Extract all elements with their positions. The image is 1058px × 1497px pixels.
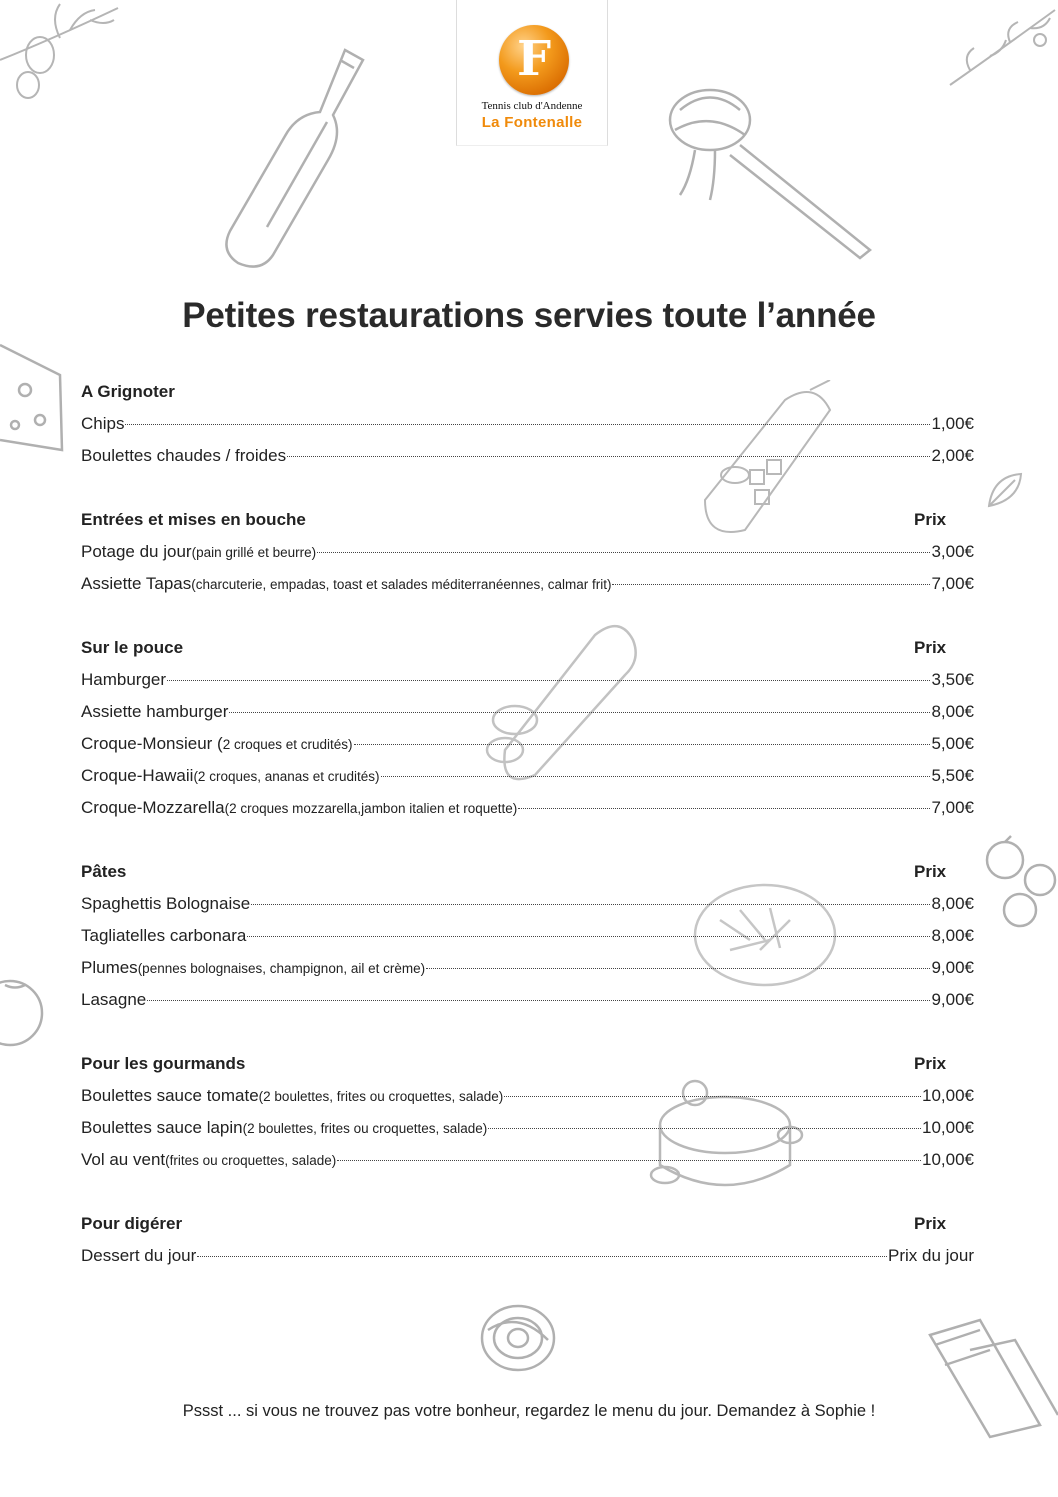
- tomato-icon: [0, 975, 45, 1050]
- item-name: Potage du jour: [81, 542, 192, 561]
- menu-item: [81, 1144, 974, 1176]
- menu-section: [81, 632, 974, 824]
- menu-section: [81, 504, 974, 600]
- menu-section: [81, 1048, 974, 1176]
- menu-item: [81, 1112, 974, 1144]
- cheese-icon: [0, 335, 70, 460]
- leader-dots: [518, 808, 930, 809]
- item-name: Dessert du jour: [81, 1246, 197, 1265]
- leader-dots: [197, 1256, 887, 1257]
- logo-club-name: Tennis club d'Andenne: [481, 100, 583, 112]
- logo-ball-icon: [499, 25, 569, 95]
- menu-section: [81, 856, 974, 1016]
- item-price: 8,00€: [931, 926, 974, 945]
- footer-note: Pssst ... si vous ne trouvez pas votre bonheur, regardez le menu du jour. Demandez à Sophie !: [182, 1402, 876, 1420]
- page-title: Petites restaurations servies toute l’année: [182, 296, 876, 335]
- section-header: [81, 1208, 974, 1240]
- item-price: 9,00€: [931, 958, 974, 977]
- item-price: 10,00€: [922, 1150, 974, 1169]
- leaf-icon: [985, 470, 1025, 510]
- menu-item: [81, 728, 974, 760]
- leader-dots: [426, 968, 930, 969]
- leader-dots: [317, 552, 930, 553]
- menu-list: [81, 376, 974, 1304]
- item-price: 3,50€: [931, 670, 974, 689]
- item-detail: (charcuterie, empadas, toast et salades méditerranéennes, calmar frit): [191, 577, 612, 592]
- item-name: Lasagne: [81, 990, 147, 1009]
- item-price: 9,00€: [931, 990, 974, 1009]
- pasta-nest-icon: [478, 1300, 558, 1375]
- menu-item: [81, 440, 974, 472]
- leader-dots: [287, 456, 930, 457]
- leader-dots: [504, 1096, 921, 1097]
- menu-item: [81, 1080, 974, 1112]
- item-detail: (2 croques mozzarella,jambon italien et roquette): [224, 801, 518, 816]
- item-name: Vol au vent: [81, 1150, 166, 1169]
- item-name: Assiette hamburger: [81, 702, 229, 721]
- item-name: Croque-Mozzarella: [81, 798, 225, 817]
- section-title: Entrées et mises en bouche: [81, 510, 306, 529]
- item-detail: (2 boulettes, frites ou croquettes, salade): [258, 1089, 504, 1104]
- item-price: 8,00€: [931, 894, 974, 913]
- bottle-icon: [215, 40, 375, 270]
- tomatoes-icon: [975, 835, 1058, 935]
- menu-item: [81, 1240, 974, 1272]
- menu-item: [81, 952, 974, 984]
- menu-item: [81, 696, 974, 728]
- menu-item: [81, 664, 974, 696]
- item-price: 2,00€: [931, 446, 974, 465]
- menu-item: [81, 536, 974, 568]
- menu-item: [81, 920, 974, 952]
- club-logo: [456, 0, 608, 146]
- section-header: [81, 856, 974, 888]
- item-price: 5,50€: [931, 766, 974, 785]
- section-title: Pâtes: [81, 862, 127, 881]
- leader-dots: [337, 1160, 921, 1161]
- section-header: [81, 632, 974, 664]
- section-header: [81, 504, 974, 536]
- menu-item: [81, 888, 974, 920]
- prix-label: Prix: [914, 510, 947, 529]
- item-price: 1,00€: [931, 414, 974, 433]
- menu-item: [81, 568, 974, 600]
- leader-dots: [612, 584, 930, 585]
- menu-item: [81, 408, 974, 440]
- lasagna-sheets-icon: [920, 1315, 1058, 1440]
- prix-label: Prix: [914, 1054, 947, 1073]
- item-price: 8,00€: [931, 702, 974, 721]
- item-price: 7,00€: [931, 798, 974, 817]
- item-price: Prix du jour: [888, 1246, 974, 1265]
- leader-dots: [147, 1000, 930, 1001]
- pasta-fork-icon: [655, 50, 885, 260]
- item-name: Croque-Monsieur (: [81, 734, 223, 753]
- menu-item: [81, 984, 974, 1016]
- item-price: 10,00€: [922, 1118, 974, 1137]
- item-detail: (pennes bolognaises, champignon, ail et crème): [137, 961, 426, 976]
- leader-dots: [488, 1128, 921, 1129]
- item-detail: (pain grillé et beurre): [191, 545, 317, 560]
- logo-letter: F: [516, 31, 552, 87]
- prix-label: [914, 376, 974, 408]
- item-name: Chips: [81, 414, 125, 433]
- menu-item: [81, 792, 974, 824]
- leader-dots: [381, 776, 931, 777]
- prix-label: Prix: [914, 1214, 947, 1233]
- item-price: 5,00€: [931, 734, 974, 753]
- menu-item: [81, 760, 974, 792]
- menu-section: [81, 376, 974, 472]
- prix-label: Prix: [914, 638, 947, 657]
- prix-label: Prix: [914, 862, 947, 881]
- menu-section: [81, 1208, 974, 1272]
- item-price: 3,00€: [931, 542, 974, 561]
- item-price: 7,00€: [931, 574, 974, 593]
- leader-dots: [354, 744, 931, 745]
- item-name: Boulettes sauce lapin: [81, 1118, 243, 1137]
- herb-branch-icon: [940, 0, 1058, 90]
- logo-brand-name: La Fontenalle: [481, 114, 583, 131]
- section-title: A Grignoter: [81, 382, 175, 401]
- leader-dots: [125, 424, 930, 425]
- item-name: Hamburger: [81, 670, 167, 689]
- leader-dots: [251, 904, 930, 905]
- item-name: Tagliatelles carbonara: [81, 926, 247, 945]
- section-header: [81, 376, 974, 408]
- item-name: Plumes: [81, 958, 138, 977]
- leader-dots: [229, 712, 930, 713]
- leader-dots: [167, 680, 930, 681]
- item-name: Croque-Hawaii: [81, 766, 194, 785]
- section-title: Pour les gourmands: [81, 1054, 246, 1073]
- item-detail: (frites ou croquettes, salade): [165, 1153, 337, 1168]
- item-detail: (2 croques, ananas et crudités): [193, 769, 380, 784]
- section-title: Sur le pouce: [81, 638, 184, 657]
- item-detail: 2 croques et crudités): [222, 737, 353, 752]
- item-price: 10,00€: [922, 1086, 974, 1105]
- item-detail: (2 boulettes, frites ou croquettes, salade): [242, 1121, 488, 1136]
- section-header: [81, 1048, 974, 1080]
- section-title: Pour digérer: [81, 1214, 183, 1233]
- leader-dots: [247, 936, 930, 937]
- olive-branch-icon: [0, 0, 120, 110]
- item-name: Boulettes chaudes / froides: [81, 446, 287, 465]
- item-name: Assiette Tapas: [81, 574, 192, 593]
- item-name: Boulettes sauce tomate: [81, 1086, 259, 1105]
- item-name: Spaghettis Bolognaise: [81, 894, 251, 913]
